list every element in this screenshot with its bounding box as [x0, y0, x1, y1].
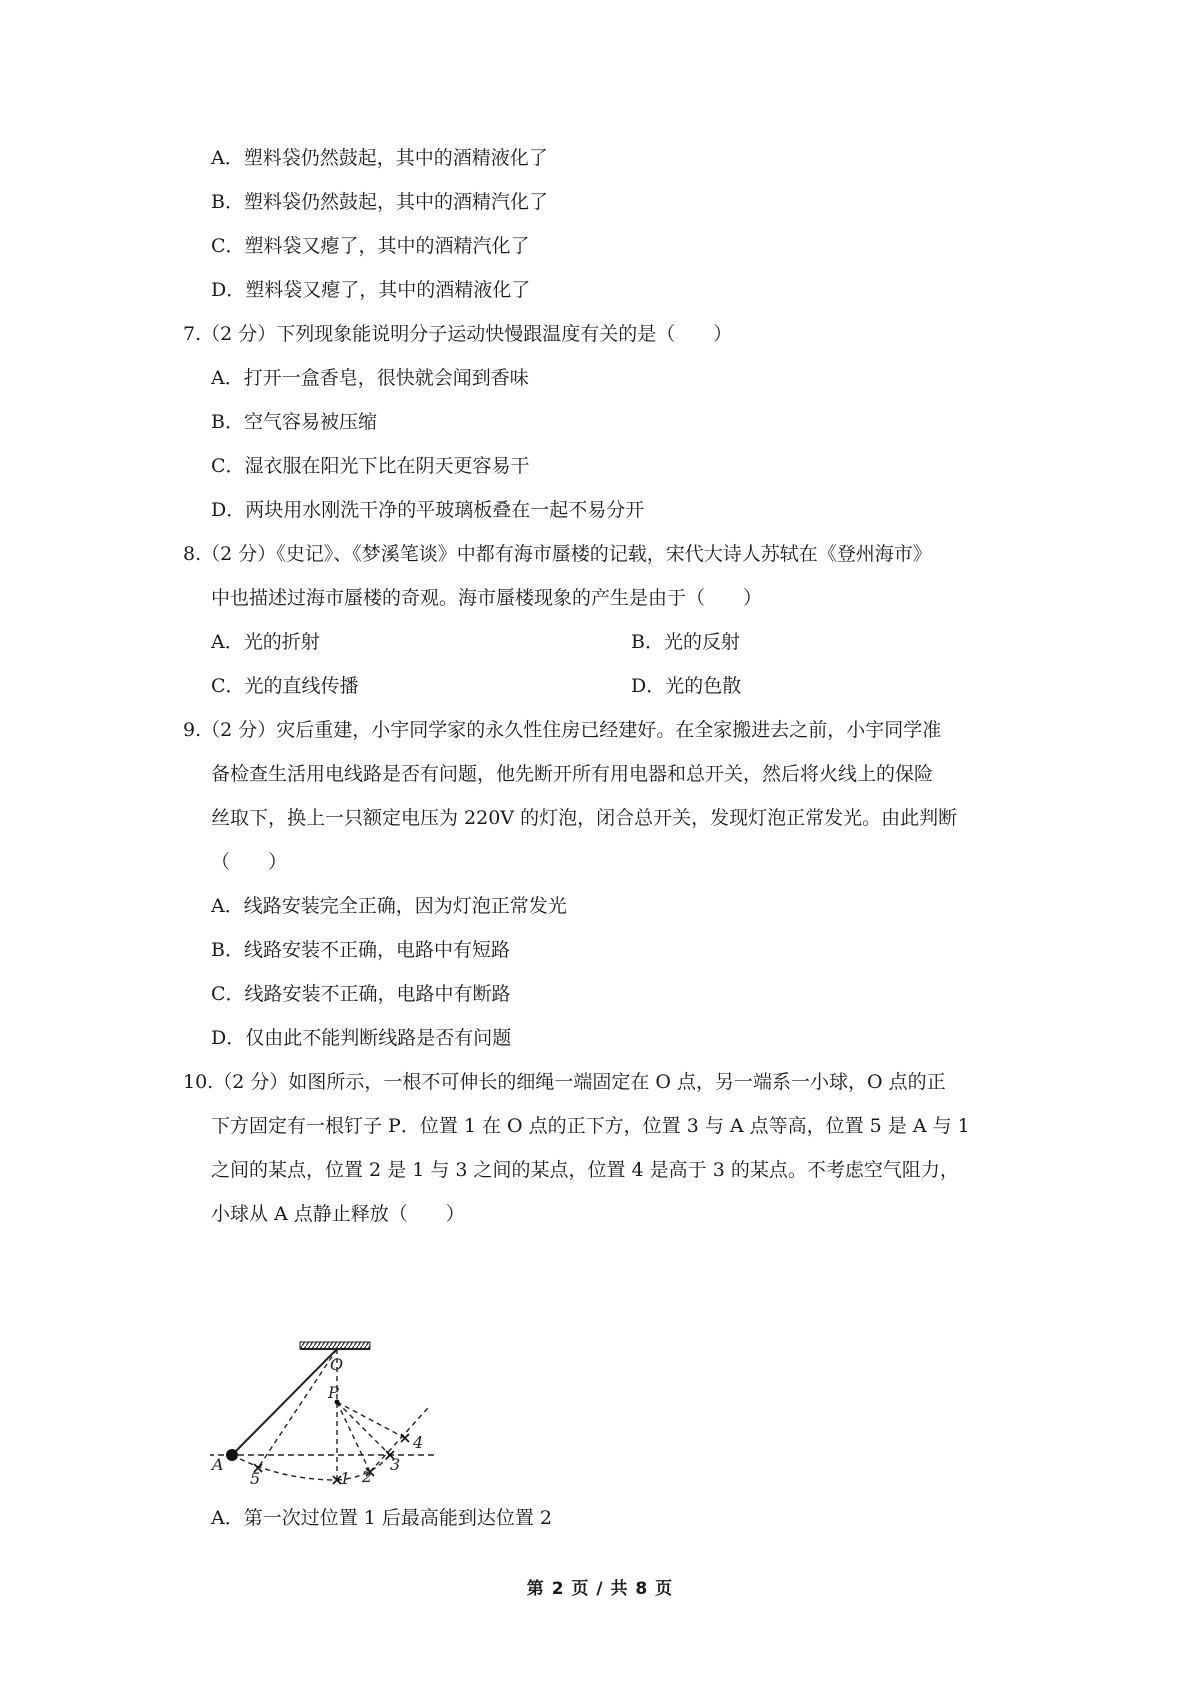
ceiling	[300, 1342, 370, 1349]
q7-option-c: C．湿衣服在阳光下比在阴天更容易干	[211, 455, 530, 477]
q8-stem-line1: 8.（2 分）《史记》、《梦溪笔谈》中都有海市蜃楼的记载，宋代大诗人苏轼在《登州海市》	[183, 543, 932, 565]
label-o: O	[330, 1355, 344, 1374]
q8-option-c: C．光的直线传播	[211, 675, 359, 697]
q7-option-a: A．打开一盒香皂，很快就会闻到香味	[211, 367, 529, 389]
label-4: 4	[413, 1433, 424, 1452]
q10-stem-line1: 10.（2 分）如图所示，一根不可伸长的细绳一端固定在 O 点，另一端系一小球，O 点的正	[183, 1071, 946, 1093]
label-3: 3	[390, 1455, 401, 1474]
label-1: 1	[340, 1469, 351, 1485]
q10-option-a: A．第一次过位置 1 后最高能到达位置 2	[211, 1507, 553, 1529]
q7-option-b: B．空气容易被压缩	[211, 411, 377, 433]
line-p-4	[337, 1402, 405, 1438]
q9-stem-line4: （ ）	[211, 851, 288, 873]
q6-option-b: B．塑料袋仍然鼓起，其中的酒精汽化了	[211, 191, 548, 213]
q9-stem-line1: 9.（2 分）灾后重建，小宇同学家的永久性住房已经建好。在全家搬进去之前，小宇同学准	[183, 719, 942, 741]
q8-option-d: D．光的色散	[631, 675, 742, 697]
ball	[226, 1449, 238, 1461]
q7-option-d: D．两块用水刚洗干净的平玻璃板叠在一起不易分开	[211, 499, 645, 521]
q10-stem-line4: 小球从 A 点静止释放（ ）	[211, 1203, 465, 1225]
q10-stem-line2: 下方固定有一根钉子 P．位置 1 在 O 点的正下方，位置 3 与 A 点等高，位置 5 是 A 与 1	[211, 1115, 970, 1137]
string-to-5	[258, 1349, 337, 1468]
q6-option-d: D．塑料袋又瘪了，其中的酒精液化了	[211, 279, 531, 301]
label-2: 2	[362, 1467, 373, 1485]
q8-option-b: B．光的反射	[631, 631, 740, 653]
q9-option-a: A．线路安装完全正确，因为灯泡正常发光	[211, 895, 567, 917]
q9-option-c: C．线路安装不正确，电路中有断路	[211, 983, 511, 1005]
q9-option-d: D．仅由此不能判断线路是否有问题	[211, 1027, 512, 1049]
line-p-3	[337, 1402, 390, 1455]
q10-stem-line3: 之间的某点，位置 2 是 1 与 3 之间的某点，位置 4 是高于 3 的某点。不考虑空气阻力，	[211, 1159, 959, 1181]
label-p: P	[328, 1383, 339, 1402]
q6-option-a: A．塑料袋仍然鼓起，其中的酒精液化了	[211, 147, 548, 169]
q9-stem-line3: 丝取下，换上一只额定电压为 220V 的灯泡，闭合总开关，发现灯泡正常发光。由此判断	[211, 807, 958, 829]
label-5: 5	[250, 1469, 261, 1485]
q8-stem-line2: 中也描述过海市蜃楼的奇观。海市蜃楼现象的产生是由于（ ）	[211, 587, 763, 609]
line-p-2	[337, 1402, 370, 1472]
q9-stem-line2: 备检查生活用电线路是否有问题，他先断开所有用电器和总开关，然后将火线上的保险	[211, 763, 934, 785]
q6-option-c: C．塑料袋又瘪了，其中的酒精汽化了	[211, 235, 530, 257]
page-footer: 第 2 页 / 共 8 页	[526, 1579, 674, 1599]
q9-option-b: B．线路安装不正确，电路中有短路	[211, 939, 510, 961]
string	[232, 1349, 337, 1455]
pendulum-figure	[210, 1340, 470, 1485]
q7-stem: 7.（2 分）下列现象能说明分子运动快慢跟温度有关的是（ ）	[183, 323, 733, 345]
q8-option-a: A．光的折射	[211, 631, 320, 653]
label-a: A	[212, 1455, 224, 1474]
arc-lower-left	[232, 1455, 337, 1480]
